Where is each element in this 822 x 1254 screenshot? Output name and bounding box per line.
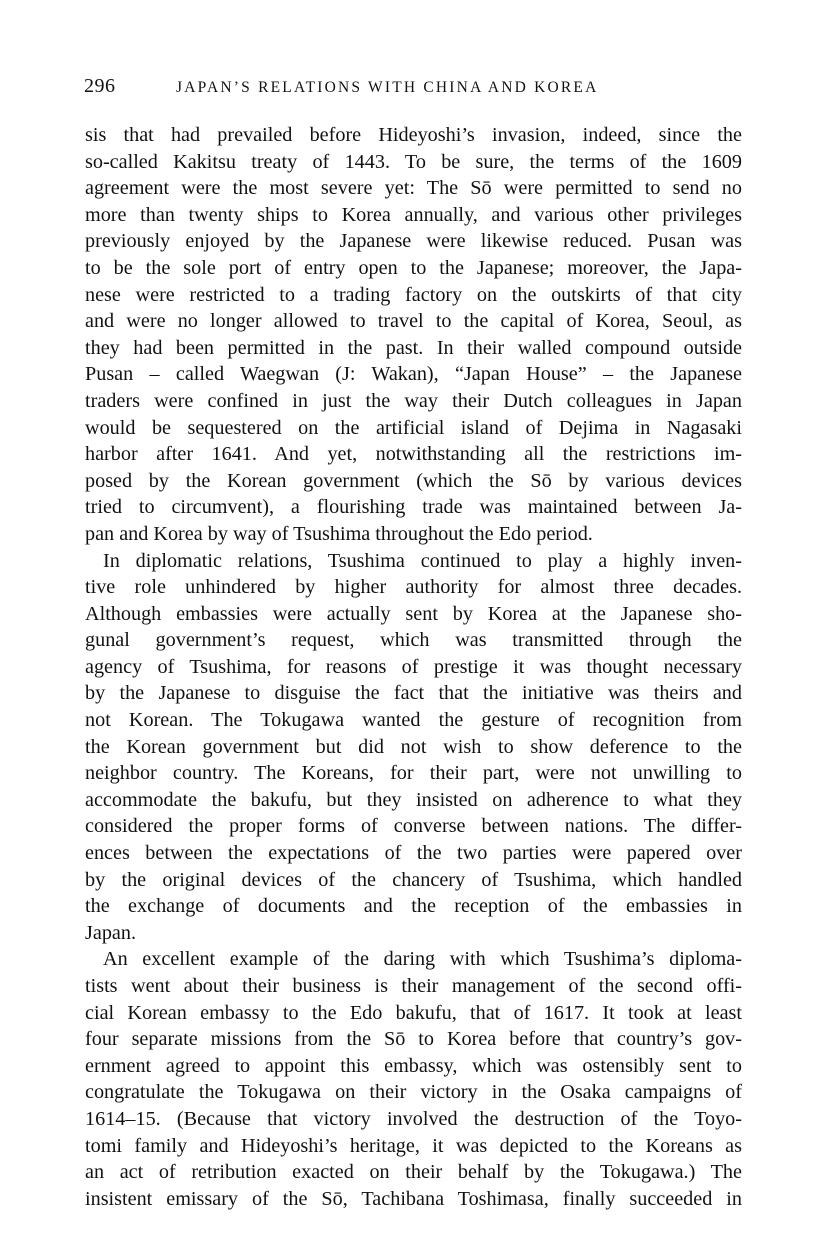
text-line: neighbor country. The Koreans, for their part, were not unwilling to	[85, 762, 742, 785]
text-line: congratulate the Tokugawa on their victory in the Osaka campaigns of	[85, 1081, 742, 1104]
text-line: 1614–15. (Because that victory involved the destruction of the Toyo-	[85, 1107, 742, 1130]
text-line: Although embassies were actually sent by Korea at the Japanese sho-	[85, 602, 742, 625]
text-line: insistent emissary of the Sō, Tachibana Toshimasa, finally succeeded in	[85, 1187, 742, 1210]
text-line: they had been permitted in the past. In their walled compound outside	[85, 336, 742, 359]
text-line: agreement were the most severe yet: The Sō were permitted to send no	[85, 177, 742, 200]
text-line: accommodate the bakufu, but they insisted on adherence to what they	[85, 788, 742, 811]
text-line: so-called Kakitsu treaty of 1443. To be sure, the terms of the 1609	[85, 150, 742, 173]
text-line: and were no longer allowed to travel to the capital of Korea, Seoul, as	[85, 310, 742, 333]
text-line: more than twenty ships to Korea annually, and various other privileges	[85, 203, 742, 226]
text-line: sis that had prevailed before Hideyoshi’s invasion, indeed, since the	[85, 124, 742, 146]
text-line: to be the sole port of entry open to the Japanese; moreover, the Japa-	[85, 256, 742, 279]
running-title: JAPAN’S RELATIONS WITH CHINA AND KOREA	[176, 79, 599, 96]
text-line: tists went about their business is their management of the second offi-	[85, 975, 742, 997]
text-line: ences between the expectations of the two parties were papered over	[85, 842, 742, 865]
text-line: an act of retribution exacted on their behalf by the Tokugawa.) The	[85, 1161, 742, 1184]
text-line: Japan.	[85, 921, 137, 944]
paragraph-1	[85, 122, 742, 548]
text-line: An excellent example of the daring with which Tsushima’s diploma-	[103, 948, 742, 971]
page-number: 296	[84, 75, 116, 97]
text-line: Pusan – called Waegwan (J: Wakan), “Japan House” – the Japanese	[85, 363, 742, 386]
text-line: tomi family and Hideyoshi’s heritage, it was depicted to the Koreans as	[85, 1134, 742, 1157]
text-line: by the original devices of the chancery of Tsushima, which handled	[85, 868, 742, 891]
text-line: nese were restricted to a trading factory on the outskirts of that city	[85, 283, 742, 306]
text-line: not Korean. The Tokugawa wanted the gesture of recognition from	[85, 709, 742, 732]
text-line: pan and Korea by way of Tsushima throughout the Edo period.	[85, 522, 593, 545]
text-line: agency of Tsushima, for reasons of prestige it was thought necessary	[85, 655, 742, 678]
running-head	[84, 73, 744, 99]
text-line: by the Japanese to disguise the fact that the initiative was theirs and	[85, 682, 742, 705]
body-text	[85, 122, 742, 1212]
text-line: gunal government’s request, which was transmitted through the	[85, 629, 742, 652]
text-line: tive role unhindered by higher authority for almost three decades.	[85, 576, 742, 599]
text-line: tried to circumvent), a flourishing trade was maintained between Ja-	[85, 496, 742, 519]
text-line: the exchange of documents and the reception of the embassies in	[85, 895, 742, 918]
text-line: posed by the Korean government (which the Sō by various devices	[85, 469, 742, 492]
text-line: ernment agreed to appoint this embassy, which was ostensibly sent to	[85, 1054, 742, 1077]
text-line: harbor after 1641. And yet, notwithstanding all the restrictions im-	[85, 443, 742, 466]
text-line: considered the proper forms of converse between nations. The differ-	[85, 815, 742, 838]
text-line: would be sequestered on the artificial island of Dejima in Nagasaki	[85, 416, 742, 439]
text-line: traders were confined in just the way their Dutch colleagues in Japan	[85, 389, 742, 412]
paragraph-3	[85, 946, 742, 1212]
text-line: previously enjoyed by the Japanese were likewise reduced. Pusan was	[85, 230, 742, 253]
text-line: cial Korean embassy to the Edo bakufu, that of 1617. It took at least	[85, 1001, 742, 1024]
text-line: four separate missions from the Sō to Korea before that country’s gov-	[85, 1028, 742, 1051]
paragraph-2	[85, 548, 742, 947]
text-line: the Korean government but did not wish to show deference to the	[85, 735, 742, 758]
text-line: In diplomatic relations, Tsushima continued to play a highly inven-	[103, 549, 742, 572]
